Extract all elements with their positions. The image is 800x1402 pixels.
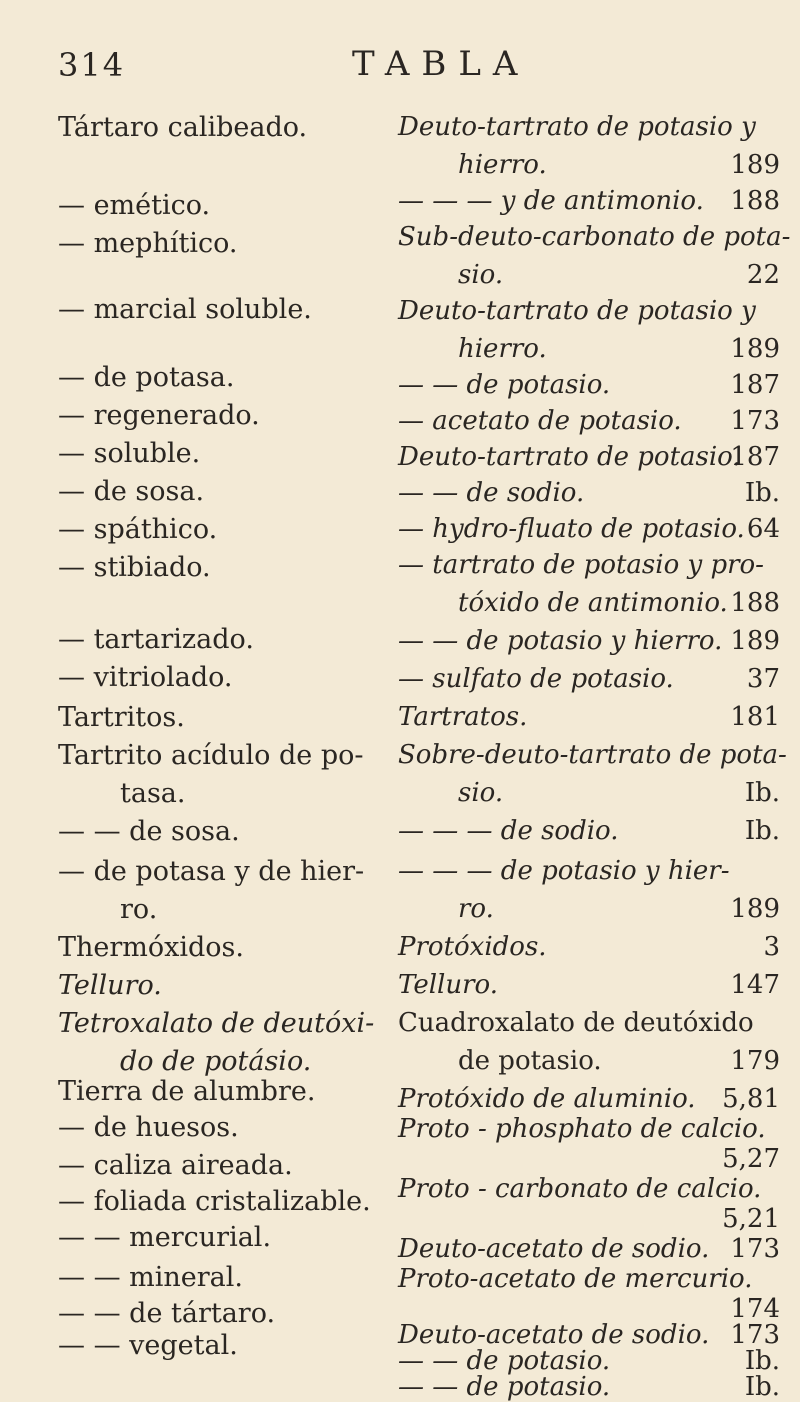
entry-text: Protóxido de aluminio. [398,1084,696,1114]
entry-text: sio. [458,778,504,808]
entry-text: — tartrato de potasio y pro- [398,550,764,580]
page-ref: Ib. [744,1346,780,1376]
left-entry: Thermóxidos. [58,932,244,963]
entry-text: Protóxidos. [398,932,547,962]
page-ref: Ib. [744,478,780,508]
left-entry: do de potásio. [120,1046,312,1077]
page-ref: 187 [730,442,780,472]
entry-text: Proto - carbonato de calcio. [398,1174,762,1204]
entry-text: Tartratos. [398,702,528,732]
left-entry: tasa. [120,778,186,809]
entry-text: — hydro-fluato de potasio. [398,514,745,544]
entry-text: tóxido de antimonio. [458,588,728,618]
entry-text: Deuto-tartrato de potasio y [398,296,756,326]
left-entry: — vitriolado. [58,662,233,693]
left-entry: Tártaro calibeado. [58,112,308,143]
left-entry: Tartrito acídulo de po- [58,740,364,771]
entry-text: Sobre-deuto-tartrato de pota- [398,740,787,770]
left-entry: — soluble. [58,438,201,469]
page-ref: Ib. [744,778,780,808]
left-entry: — de huesos. [58,1112,239,1143]
entry-text: — sulfato de potasio. [398,664,674,694]
page-ref: 188 [730,588,780,618]
page-ref: 187 [730,370,780,400]
entry-text: Proto - phosphato de calcio. [398,1114,766,1144]
entry-text: Telluro. [398,970,498,1000]
left-entry: — caliza aireada. [58,1150,293,1181]
page-ref: 3 [763,932,780,962]
page-ref: Ib. [744,1372,780,1402]
page-ref: 189 [730,626,780,656]
page-number: 314 [58,46,126,84]
page-ref: 64 [746,514,780,544]
entry-text: sio. [458,260,504,290]
page-ref: 189 [730,894,780,924]
page-ref: 179 [730,1046,780,1076]
page-ref: 189 [730,334,780,364]
left-entry: — emético. [58,190,211,221]
entry-text: de potasio. [458,1046,602,1076]
entry-text: — acetato de potasio. [398,406,682,436]
left-entry: Telluro. [58,970,162,1001]
entry-text: Deuto-acetato de sodio. [398,1320,710,1350]
entry-text: ro. [458,894,494,924]
entry-text: — — de potasio. [398,1346,611,1376]
page-ref: 181 [730,702,780,732]
left-entry: — spáthico. [58,514,218,545]
page-ref: 188 [730,186,780,216]
entry-text: — — de sodio. [398,478,585,508]
left-entry: — de sosa. [58,476,205,507]
page-ref: 5,81 [722,1084,780,1114]
left-entry: Tierra de alumbre. [58,1076,316,1107]
page-ref: 5,27 [722,1144,780,1174]
left-entry: — — de sosa. [58,816,240,847]
page-ref: 189 [730,150,780,180]
entry-text: — — de potasio y hierro. [398,626,723,656]
entry-text: — — — de sodio. [398,816,619,846]
left-entry: — — mineral. [58,1262,243,1293]
left-entry: — regenerado. [58,400,260,431]
entry-text: — — de potasio. [398,370,611,400]
page-ref: 5,21 [722,1204,780,1234]
left-entry: — marcial soluble. [58,294,312,325]
entry-text: — — — y de antimonio. [398,186,704,216]
entry-text: Proto-acetato de mercurio. [398,1264,753,1294]
left-entry: — foliada cristalizable. [58,1186,371,1217]
page-ref: 173 [730,1320,780,1350]
left-entry: — stibiado. [58,552,211,583]
entry-text: Deuto-acetato de sodio. [398,1234,710,1264]
page-ref: 174 [730,1294,780,1324]
left-entry: Tetroxalato de deutóxi- [58,1008,375,1039]
left-entry: — — mercurial. [58,1222,272,1253]
entry-text: Sub-deuto-carbonato de pota- [398,222,791,252]
left-entry: — mephítico. [58,228,238,259]
page-ref: Ib. [744,816,780,846]
entry-text: hierro. [458,334,547,364]
entry-text: Deuto-tartrato de potasio y [398,112,756,142]
page-ref: 173 [730,1234,780,1264]
page-ref: 173 [730,406,780,436]
left-entry: — de potasa y de hier- [58,856,365,887]
left-entry: — tartarizado. [58,624,254,655]
entry-text: hierro. [458,150,547,180]
entry-text: Cuadroxalato de deutóxido [398,1008,754,1038]
entry-text: — — — de potasio y hier- [398,856,730,886]
page-ref: 37 [746,664,780,694]
entry-text: Deuto-tartrato de potasio. [398,442,741,472]
left-entry: Tartritos. [58,702,185,733]
left-entry: — — vegetal. [58,1330,238,1361]
left-entry: — de potasa. [58,362,235,393]
page-ref: 147 [730,970,780,1000]
entry-text: — — de potasio. [398,1372,611,1402]
page-ref: 22 [746,260,780,290]
left-entry: ro. [120,894,158,925]
left-entry: — — de tártaro. [58,1298,276,1329]
running-title: TABLA [352,44,530,84]
